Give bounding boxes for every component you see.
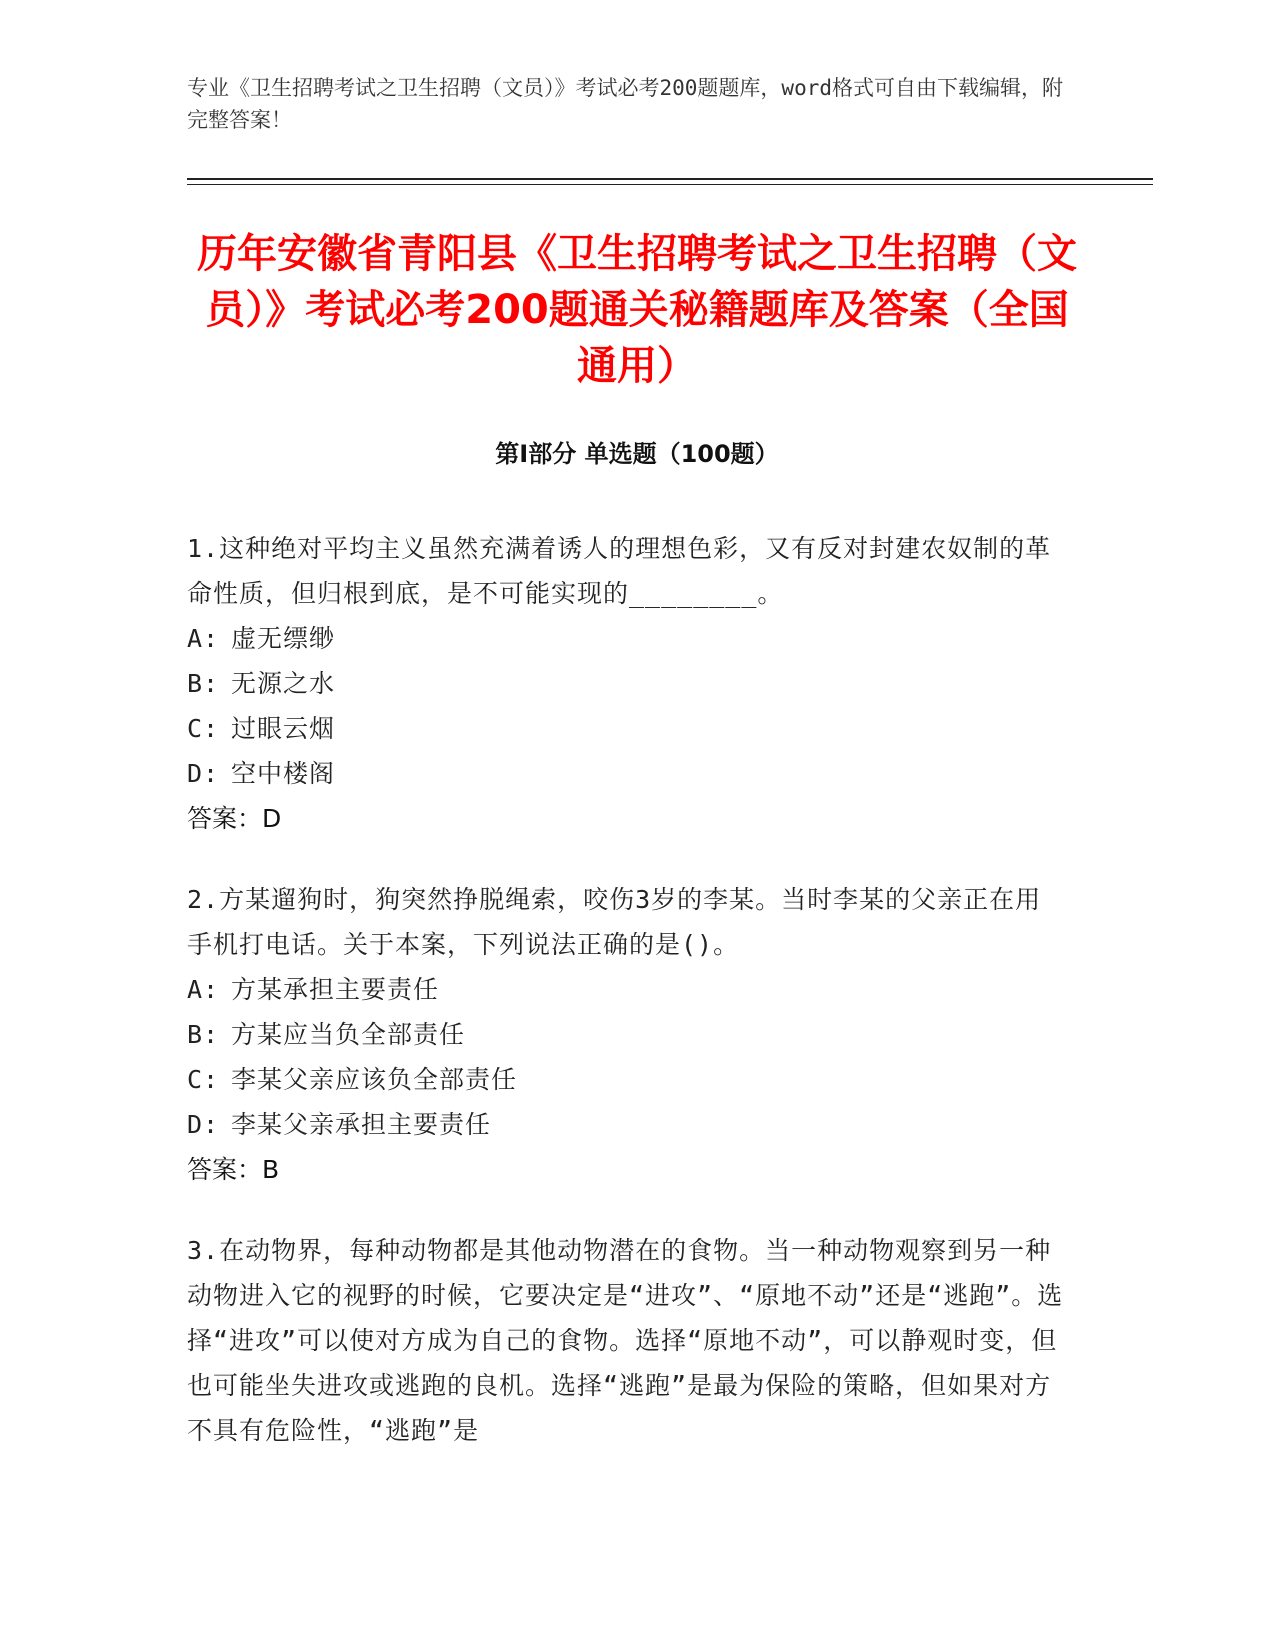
- option-text: 无源之水: [231, 669, 336, 698]
- question-stem: 1.这种绝对平均主义虽然充满着诱人的理想色彩，又有反对封建农奴制的革命性质，但归根到底，是不可能实现的________。: [187, 534, 1052, 608]
- option-key: A:: [187, 975, 220, 1004]
- question-2: [187, 877, 1067, 1192]
- option-text: 李某父亲应该负全部责任: [231, 1065, 518, 1094]
- option-key: B:: [187, 1020, 220, 1049]
- option-c: [187, 1057, 1067, 1102]
- question-1: [187, 526, 1067, 841]
- option-key: C:: [187, 1065, 220, 1094]
- option-key: D:: [187, 1110, 220, 1139]
- option-c: [187, 706, 1067, 751]
- question-3: [187, 1228, 1067, 1453]
- header-note: 专业《卫生招聘考试之卫生招聘（文员）》考试必考200题题库，word格式可自由下载编辑，附完整答案！: [187, 76, 1063, 132]
- option-text: 方某应当负全部责任: [231, 1020, 466, 1049]
- header-divider-thin: [187, 184, 1153, 185]
- option-d: [187, 1102, 1067, 1147]
- option-text: 空中楼阁: [231, 759, 336, 788]
- option-text: 李某父亲承担主要责任: [231, 1110, 492, 1139]
- option-text: 虚无缥缈: [231, 624, 336, 653]
- option-text: 过眼云烟: [231, 714, 336, 743]
- option-b: [187, 1012, 1067, 1057]
- header-divider-thick: [187, 178, 1153, 180]
- question-stem: 2.方某遛狗时，狗突然挣脱绳索，咬伤3岁的李某。当时李某的父亲正在用手机打电话。关于本案，下列说法正确的是()。: [187, 885, 1042, 959]
- answer: 答案：B: [187, 1155, 280, 1184]
- question-list: [187, 526, 1067, 1489]
- question-stem: 3.在动物界，每种动物都是其他动物潜在的食物。当一种动物观察到另一种动物进入它的视野的时候，它要决定是“进攻”、“原地不动”还是“逃跑”。选择“进攻”可以使对方成为自己的食物。选择“原地不动”，可以静观时变，但也可能坐失进攻或逃跑的良机。选择“逃跑”是最为保险的策略，但如果对方不具有危险性，“逃跑”是: [187, 1236, 1064, 1445]
- option-b: [187, 661, 1067, 706]
- option-d: [187, 751, 1067, 796]
- option-key: A:: [187, 624, 220, 653]
- option-text: 方某承担主要责任: [231, 975, 440, 1004]
- option-key: C:: [187, 714, 220, 743]
- option-key: B:: [187, 669, 220, 698]
- document-title: 历年安徽省青阳县《卫生招聘考试之卫生招聘（文员）》考试必考200题通关秘籍题库及答案（全国通用）: [197, 231, 1077, 389]
- option-a: [187, 616, 1067, 661]
- answer: 答案：D: [187, 804, 282, 833]
- option-key: D:: [187, 759, 220, 788]
- section-title: 第I部分 单选题（100题）: [495, 440, 779, 468]
- option-a: [187, 967, 1067, 1012]
